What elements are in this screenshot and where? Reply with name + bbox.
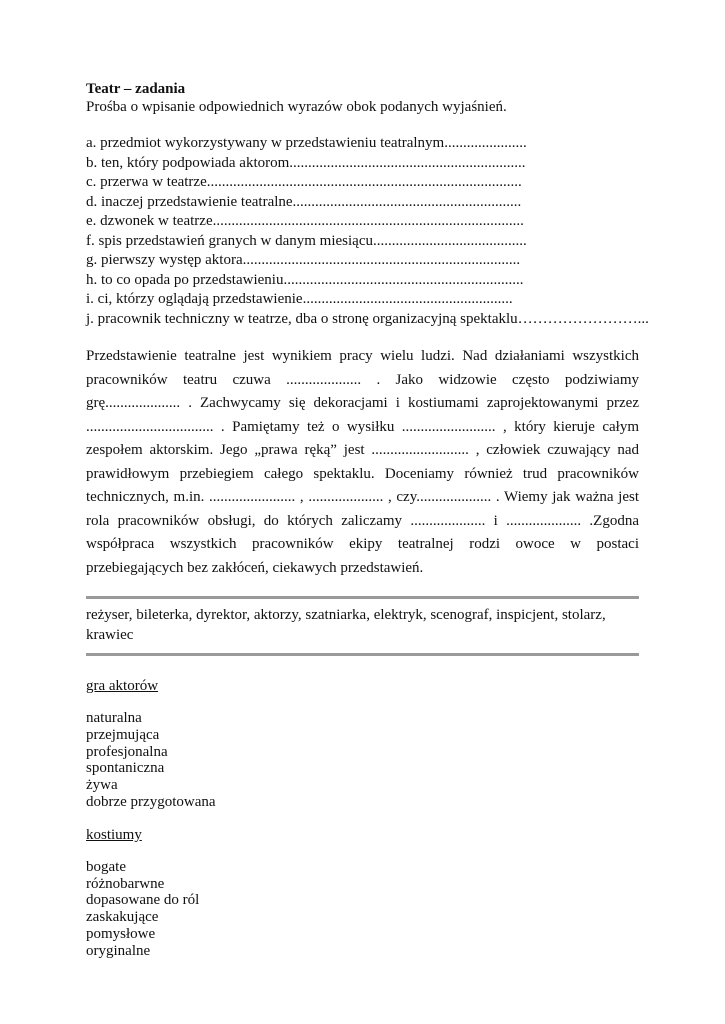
task-line-i: i. ci, którzy oglądają przedstawienie........................................................ [86, 291, 513, 307]
acting-adjective-list [86, 710, 639, 811]
task-line-e: e. dzwonek w teatrze................................................................................... [86, 213, 524, 229]
list-item: przejmująca [86, 726, 160, 743]
task-line-h: h. to co opada po przedstawieniu................................................................ [86, 271, 524, 288]
list-item: różnobarwne [86, 875, 165, 892]
list-item: profesjonalna [86, 743, 168, 760]
section-heading-costumes: kostiumy [86, 826, 142, 843]
list-item: dopasowane do ról [86, 892, 200, 909]
word-bank-bottom-rule [86, 653, 639, 656]
list-item: pomysłowe [86, 925, 156, 942]
list-item: bogate [86, 858, 126, 875]
section-heading-acting: gra aktorów [86, 678, 159, 694]
task-line-j: j. pracownik techniczny w teatrze, dba o stronę organizacyjną spektaklu……………………... [86, 310, 649, 327]
list-item: żywa [86, 777, 118, 794]
word-bank [86, 596, 639, 656]
list-item: spontaniczna [86, 760, 165, 777]
word-bank-text: reżyser, bileterka, dyrektor, aktorzy, szatniarka, elektryk, scenograf, inspicjent, stolarz, krawiec [86, 607, 606, 643]
list-item: zaskakujące [86, 909, 159, 926]
worksheet-title: Teatr – zadania [86, 81, 186, 97]
list-item: naturalna [86, 710, 142, 726]
task-line-c: c. przerwa w teatrze.................................................................................... [86, 174, 522, 190]
fill-in-paragraph: Przedstawienie teatralne jest wynikiem pracy wielu ludzi. Nad działaniami wszystkich pracowników teatru czuwa .................... . Jako widzowie często podziwiamy grę.................... . Zachwycamy się dekoracjami i kostiumami zaprojektowanymi przez .................................. . Pamiętamy też o wysiłku ......................... , który kieruje całym zespołem aktorskim. Jego „prawa ręką” jest .......................... , człowiek czuwający nad prawidłowym przebiegiem całego spektaklu. Doceniamy również trud pracowników technicznych, m.in. ....................... , .................... , czy.................... . Wiemy jak ważna jest rola pracowników obsługi, do których zaliczamy .................... i .................... .Zgodna współpraca wszystkich pracowników ekipy teatralnej rodzi owoce w postaci przebiegających bez zakłóceń, ciekawych przedstawień. [86, 348, 639, 576]
task-line-g: g. pierwszy występ aktora.......................................................................... [86, 252, 521, 268]
task-line-d: d. inaczej przedstawienie teatralne............................................................. [86, 193, 522, 210]
worksheet-page [86, 80, 649, 960]
task-line-b: b. ten, który podpowiada aktorom............................................................... [86, 154, 526, 171]
list-item: dobrze przygotowana [86, 793, 216, 810]
worksheet-instruction: Prośba o wpisanie odpowiednich wyrazów obok podanych wyjaśnień. [86, 99, 507, 115]
costume-adjective-list [86, 859, 639, 960]
definition-task-list [86, 134, 649, 329]
task-line-a: a. przedmiot wykorzystywany w przedstawieniu teatralnym...................... [86, 135, 527, 151]
list-item: oryginalne [86, 942, 151, 959]
task-line-f: f. spis przedstawień granych w danym miesiącu......................................... [86, 232, 527, 249]
